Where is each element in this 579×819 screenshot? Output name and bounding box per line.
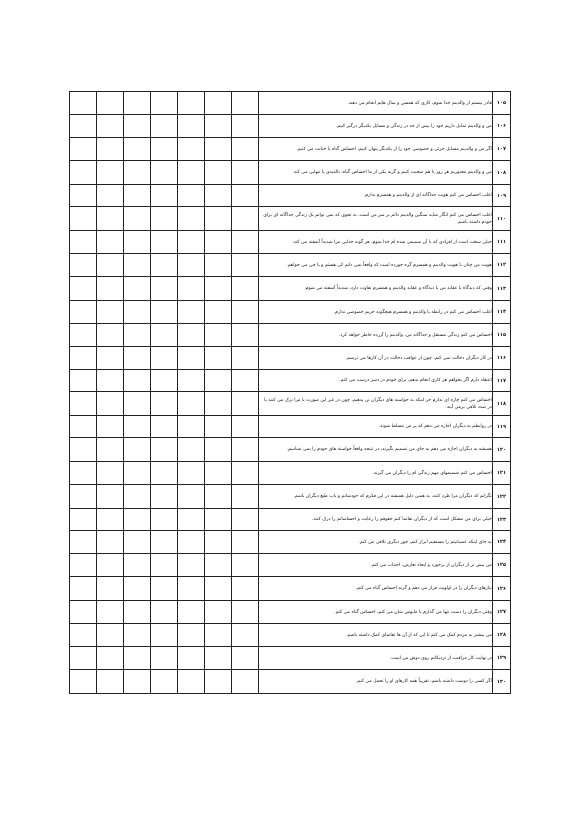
answer-cell[interactable] bbox=[70, 115, 97, 138]
item-number: ۱۱۰ bbox=[492, 207, 510, 231]
table-row bbox=[70, 392, 511, 416]
answer-cell[interactable] bbox=[124, 509, 151, 531]
answer-cell[interactable] bbox=[124, 392, 151, 416]
answer-cell[interactable] bbox=[70, 647, 97, 670]
table-row bbox=[70, 324, 511, 347]
answer-cell[interactable] bbox=[151, 301, 178, 324]
answer-cell[interactable] bbox=[97, 392, 124, 416]
item-number: ۱۲۵ bbox=[492, 554, 510, 577]
table-row bbox=[70, 92, 511, 115]
answer-cell[interactable] bbox=[232, 624, 259, 647]
table-row bbox=[70, 531, 511, 554]
answer-cell[interactable] bbox=[232, 301, 259, 324]
answer-cell[interactable] bbox=[70, 207, 97, 231]
item-text: نگرانم که دیگران مرا طرد کنند، به همین دلیل همیشه در این فکرم که خودشانم و باب طبع دیگران باشم. bbox=[259, 485, 493, 509]
answer-cell[interactable] bbox=[178, 370, 205, 392]
answer-cell[interactable] bbox=[70, 416, 97, 438]
table-row bbox=[70, 647, 511, 670]
answer-cell[interactable] bbox=[124, 138, 151, 161]
answer-cell[interactable] bbox=[178, 462, 205, 485]
answer-cell[interactable] bbox=[205, 624, 232, 647]
answer-cell[interactable] bbox=[232, 115, 259, 138]
answer-cell[interactable] bbox=[178, 485, 205, 509]
item-number: ۱۱۹ bbox=[492, 416, 510, 438]
answer-cell[interactable] bbox=[151, 485, 178, 509]
answer-cell[interactable] bbox=[97, 485, 124, 509]
answer-cell[interactable] bbox=[151, 509, 178, 531]
answer-cell[interactable] bbox=[232, 509, 259, 531]
answer-cell[interactable] bbox=[124, 277, 151, 301]
table-row bbox=[70, 485, 511, 509]
item-number: ۱۲۲ bbox=[492, 485, 510, 509]
questionnaire-body bbox=[70, 92, 511, 694]
answer-cell[interactable] bbox=[97, 624, 124, 647]
answer-cell[interactable] bbox=[97, 554, 124, 577]
answer-cell[interactable] bbox=[232, 485, 259, 509]
answer-cell[interactable] bbox=[205, 462, 232, 485]
answer-cell[interactable] bbox=[178, 254, 205, 277]
item-text: وقتی که دیدگاه یا عقاید من با دیدگاه و عقاید والدینم و همسرم تفاوت دارد، شدیداً آشفته می شوم. bbox=[259, 277, 493, 301]
item-text: اگر کسی را دوست داشته باشم، تقریباً همه کارهای او را تحمل می کنم. bbox=[259, 670, 493, 694]
table-row bbox=[70, 347, 511, 370]
answer-cell[interactable] bbox=[124, 438, 151, 462]
answer-cell[interactable] bbox=[151, 115, 178, 138]
item-number: ۱۰۷ bbox=[492, 138, 510, 161]
answer-cell[interactable] bbox=[70, 138, 97, 161]
answer-cell[interactable] bbox=[151, 670, 178, 694]
answer-cell[interactable] bbox=[97, 462, 124, 485]
item-text: به جای اینکه عصبانیتم را مستقیم ابراز کنم، جور دیگری تلافی می کنم. bbox=[259, 531, 493, 554]
answer-cell[interactable] bbox=[205, 324, 232, 347]
answer-cell[interactable] bbox=[205, 138, 232, 161]
answer-cell[interactable] bbox=[97, 347, 124, 370]
answer-cell[interactable] bbox=[151, 161, 178, 185]
item-text: همیشه به دیگران اجازه می دهم به جای من تصمیم بگیرند، در نتیجه واقعاً خواسته های خودم را نمی شناسم. bbox=[259, 438, 493, 462]
answer-cell[interactable] bbox=[97, 647, 124, 670]
item-text: در کار دیگران دخالت نمی کنم، چون از عواقب دخالت در آن کارها می ترسم. bbox=[259, 347, 493, 370]
answer-cell[interactable] bbox=[205, 531, 232, 554]
item-text: اغلب احساس می کنم در رابطه با والدینم و همسرم هیچگونه حریم خصوصی ندارم. bbox=[259, 301, 493, 324]
answer-cell[interactable] bbox=[124, 324, 151, 347]
answer-cell[interactable] bbox=[124, 554, 151, 577]
answer-cell[interactable] bbox=[70, 185, 97, 207]
item-number: ۱۲۷ bbox=[492, 601, 510, 624]
answer-cell[interactable] bbox=[151, 462, 178, 485]
answer-cell[interactable] bbox=[151, 531, 178, 554]
item-text: نیازهای دیگران را در اولویت قرار می دهم و گرنه احساس گناه می کنم. bbox=[259, 577, 493, 601]
answer-cell[interactable] bbox=[178, 624, 205, 647]
answer-cell[interactable] bbox=[70, 670, 97, 694]
answer-cell[interactable] bbox=[124, 231, 151, 254]
answer-cell[interactable] bbox=[205, 438, 232, 462]
answer-cell[interactable] bbox=[97, 370, 124, 392]
item-number: ۱۱۲ bbox=[492, 254, 510, 277]
answer-cell[interactable] bbox=[124, 115, 151, 138]
answer-cell[interactable] bbox=[178, 92, 205, 115]
answer-cell[interactable] bbox=[232, 438, 259, 462]
answer-cell[interactable] bbox=[232, 392, 259, 416]
answer-cell[interactable] bbox=[205, 185, 232, 207]
table-row bbox=[70, 138, 511, 161]
answer-cell[interactable] bbox=[178, 301, 205, 324]
answer-cell[interactable] bbox=[232, 185, 259, 207]
answer-cell[interactable] bbox=[151, 392, 178, 416]
answer-cell[interactable] bbox=[124, 531, 151, 554]
answer-cell[interactable] bbox=[205, 554, 232, 577]
answer-cell[interactable] bbox=[151, 577, 178, 601]
table-row bbox=[70, 601, 511, 624]
answer-cell[interactable] bbox=[70, 554, 97, 577]
answer-cell[interactable] bbox=[70, 624, 97, 647]
item-text: اگر من و والدینم مسایل جزئی و خصوصی خود را از یکدیگر پنهان کنیم، احساس گناه یا خیانت می کنیم. bbox=[259, 138, 493, 161]
answer-cell[interactable] bbox=[151, 277, 178, 301]
item-number: ۱۳۰ bbox=[492, 670, 510, 694]
answer-cell[interactable] bbox=[97, 115, 124, 138]
answer-cell[interactable] bbox=[97, 416, 124, 438]
answer-cell[interactable] bbox=[124, 601, 151, 624]
answer-cell[interactable] bbox=[124, 254, 151, 277]
table-row bbox=[70, 370, 511, 392]
answer-cell[interactable] bbox=[97, 531, 124, 554]
item-text: من بیشتر به مردم کمک می کنم تا این که از آن ها تقاضای کمک داشته باشم. bbox=[259, 624, 493, 647]
answer-cell[interactable] bbox=[97, 509, 124, 531]
item-number: ۱۲۳ bbox=[492, 509, 510, 531]
item-text: اغلب احساس می کنم هویت جداگانه ای از والدینم و همسرم ندارم. bbox=[259, 185, 493, 207]
answer-cell[interactable] bbox=[232, 462, 259, 485]
answer-cell[interactable] bbox=[124, 92, 151, 115]
answer-cell[interactable] bbox=[97, 438, 124, 462]
table-row bbox=[70, 231, 511, 254]
answer-cell[interactable] bbox=[70, 438, 97, 462]
answer-cell[interactable] bbox=[70, 462, 97, 485]
answer-cell[interactable] bbox=[97, 207, 124, 231]
answer-cell[interactable] bbox=[178, 601, 205, 624]
table-row bbox=[70, 462, 511, 485]
answer-cell[interactable] bbox=[124, 416, 151, 438]
item-number: ۱۰۵ bbox=[492, 92, 510, 115]
answer-cell[interactable] bbox=[124, 370, 151, 392]
answer-cell[interactable] bbox=[232, 670, 259, 694]
answer-cell[interactable] bbox=[70, 577, 97, 601]
answer-cell[interactable] bbox=[232, 324, 259, 347]
table-row bbox=[70, 670, 511, 694]
answer-cell[interactable] bbox=[232, 277, 259, 301]
table-row bbox=[70, 416, 511, 438]
answer-cell[interactable] bbox=[124, 207, 151, 231]
answer-cell[interactable] bbox=[151, 207, 178, 231]
item-number: ۱۲۹ bbox=[492, 647, 510, 670]
item-text: وقتی دیگران را دست تنها می گذارم یا مایوس شان می کنم، احساس گناه می کنم. bbox=[259, 601, 493, 624]
answer-cell[interactable] bbox=[70, 509, 97, 531]
answer-cell[interactable] bbox=[70, 370, 97, 392]
answer-cell[interactable] bbox=[70, 254, 97, 277]
answer-cell[interactable] bbox=[151, 416, 178, 438]
table-row bbox=[70, 115, 511, 138]
answer-cell[interactable] bbox=[124, 347, 151, 370]
answer-cell[interactable] bbox=[232, 207, 259, 231]
answer-cell[interactable] bbox=[232, 254, 259, 277]
answer-cell[interactable] bbox=[97, 92, 124, 115]
answer-cell[interactable] bbox=[178, 531, 205, 554]
item-text: احساس می کنم زندگی مستقل و جداگانه من، والدینم را آزرده خاطر خواهد کرد. bbox=[259, 324, 493, 347]
answer-cell[interactable] bbox=[205, 254, 232, 277]
item-number: ۱۱۳ bbox=[492, 277, 510, 301]
item-text: خیلی سخت است از افرادی که با آن صمیمی شده ام جدا شوم، هر گونه جدایی مرا شدیداً آشفته می کند. bbox=[259, 231, 493, 254]
answer-cell[interactable] bbox=[97, 301, 124, 324]
answer-cell[interactable] bbox=[70, 231, 97, 254]
item-text: در نهایت کار مراقبت از نزدیکانم روی دوش من است. bbox=[259, 647, 493, 670]
answer-cell[interactable] bbox=[151, 138, 178, 161]
item-text: من و والدینم تمایل داریم خود را بیش از حد در زندگی و مسایل یکدیگر درگیر کنیم. bbox=[259, 115, 493, 138]
answer-cell[interactable] bbox=[205, 370, 232, 392]
answer-cell[interactable] bbox=[97, 324, 124, 347]
answer-cell[interactable] bbox=[205, 277, 232, 301]
answer-cell[interactable] bbox=[178, 416, 205, 438]
answer-cell[interactable] bbox=[151, 554, 178, 577]
answer-cell[interactable] bbox=[97, 277, 124, 301]
answer-cell[interactable] bbox=[232, 647, 259, 670]
table-row bbox=[70, 554, 511, 577]
answer-cell[interactable] bbox=[232, 347, 259, 370]
answer-cell[interactable] bbox=[205, 207, 232, 231]
item-number: ۱۲۴ bbox=[492, 531, 510, 554]
answer-cell[interactable] bbox=[178, 647, 205, 670]
answer-cell[interactable] bbox=[232, 231, 259, 254]
answer-cell[interactable] bbox=[124, 185, 151, 207]
answer-cell[interactable] bbox=[178, 392, 205, 416]
answer-cell[interactable] bbox=[70, 531, 97, 554]
answer-cell[interactable] bbox=[205, 485, 232, 509]
table-row bbox=[70, 624, 511, 647]
answer-cell[interactable] bbox=[205, 115, 232, 138]
answer-cell[interactable] bbox=[205, 416, 232, 438]
answer-cell[interactable] bbox=[232, 601, 259, 624]
answer-cell[interactable] bbox=[178, 185, 205, 207]
item-text: در روابطم به دیگران اجازه می دهم که بر من مسلط شوند. bbox=[259, 416, 493, 438]
table-row bbox=[70, 161, 511, 185]
answer-cell[interactable] bbox=[232, 554, 259, 577]
item-text: احساس می کنم تصمیمهای مهم زندگی ام را دیگران می گیرند. bbox=[259, 462, 493, 485]
answer-cell[interactable] bbox=[178, 670, 205, 694]
answer-cell[interactable] bbox=[70, 161, 97, 185]
item-number: ۱۰۶ bbox=[492, 115, 510, 138]
item-number: ۱۱۱ bbox=[492, 231, 510, 254]
answer-cell[interactable] bbox=[151, 370, 178, 392]
item-number: ۱۱۶ bbox=[492, 347, 510, 370]
questionnaire-table bbox=[69, 91, 511, 694]
answer-cell[interactable] bbox=[97, 185, 124, 207]
answer-cell[interactable] bbox=[205, 647, 232, 670]
answer-cell[interactable] bbox=[70, 92, 97, 115]
answer-cell[interactable] bbox=[151, 185, 178, 207]
table-row bbox=[70, 438, 511, 462]
answer-cell[interactable] bbox=[97, 161, 124, 185]
answer-cell[interactable] bbox=[205, 347, 232, 370]
item-number: ۱۲۶ bbox=[492, 577, 510, 601]
item-number: ۱۲۱ bbox=[492, 462, 510, 485]
answer-cell[interactable] bbox=[70, 485, 97, 509]
item-number: ۱۱۸ bbox=[492, 392, 510, 416]
answer-cell[interactable] bbox=[178, 231, 205, 254]
answer-cell[interactable] bbox=[70, 301, 97, 324]
answer-cell[interactable] bbox=[205, 392, 232, 416]
answer-cell[interactable] bbox=[124, 577, 151, 601]
answer-cell[interactable] bbox=[205, 161, 232, 185]
item-text: قادر نیستم از والدینم جدا شوم، کاری که همسن و سال هایم انجام می دهند. bbox=[259, 92, 493, 115]
answer-cell[interactable] bbox=[178, 277, 205, 301]
answer-cell[interactable] bbox=[178, 115, 205, 138]
answer-cell[interactable] bbox=[178, 509, 205, 531]
item-number: ۱۱۷ bbox=[492, 370, 510, 392]
answer-cell[interactable] bbox=[97, 254, 124, 277]
answer-cell[interactable] bbox=[151, 324, 178, 347]
answer-cell[interactable] bbox=[178, 324, 205, 347]
table-row bbox=[70, 207, 511, 231]
table-row bbox=[70, 277, 511, 301]
table-row bbox=[70, 185, 511, 207]
answer-cell[interactable] bbox=[178, 438, 205, 462]
item-text: احساس می کنم چاره ای ندارم جز اینکه به خواسته های دیگران تن بدهیم، چون در غیر این صورت یا مرا ترک می کنند یا در صدد تلافی برمی آیند. bbox=[259, 392, 493, 416]
item-text: من و والدینم مجبوریم هر روز یا هم صحبت کنیم و گرنه یکی از ما احساس گناه، ناامیدی یا تنهایی می کند. bbox=[259, 161, 493, 185]
answer-cell[interactable] bbox=[205, 601, 232, 624]
answer-cell[interactable] bbox=[151, 254, 178, 277]
answer-cell[interactable] bbox=[70, 277, 97, 301]
answer-cell[interactable] bbox=[232, 531, 259, 554]
answer-cell[interactable] bbox=[151, 231, 178, 254]
answer-cell[interactable] bbox=[151, 601, 178, 624]
answer-cell[interactable] bbox=[178, 347, 205, 370]
answer-cell[interactable] bbox=[232, 161, 259, 185]
item-number: ۱۱۴ bbox=[492, 301, 510, 324]
answer-cell[interactable] bbox=[232, 138, 259, 161]
item-number: ۱۰۹ bbox=[492, 185, 510, 207]
answer-cell[interactable] bbox=[97, 601, 124, 624]
answer-cell[interactable] bbox=[70, 601, 97, 624]
answer-cell[interactable] bbox=[124, 624, 151, 647]
item-text: هویت من چنان با هویت والدینم و همسرم گره خورده است که واقعاً نمی دانم کی هستم و یا چی می خواهم. bbox=[259, 254, 493, 277]
answer-cell[interactable] bbox=[151, 438, 178, 462]
answer-cell[interactable] bbox=[178, 554, 205, 577]
item-number: ۱۲۰ bbox=[492, 438, 510, 462]
answer-cell[interactable] bbox=[124, 301, 151, 324]
answer-cell[interactable] bbox=[178, 577, 205, 601]
answer-cell[interactable] bbox=[205, 670, 232, 694]
item-text: من بیش تر از دیگران از برخورد و ایجاد تعارض، اجتناب می کنم. bbox=[259, 554, 493, 577]
answer-cell[interactable] bbox=[205, 301, 232, 324]
answer-cell[interactable] bbox=[97, 577, 124, 601]
table-row bbox=[70, 577, 511, 601]
answer-cell[interactable] bbox=[70, 347, 97, 370]
answer-cell[interactable] bbox=[151, 347, 178, 370]
answer-cell[interactable] bbox=[151, 624, 178, 647]
answer-cell[interactable] bbox=[151, 92, 178, 115]
answer-cell[interactable] bbox=[124, 647, 151, 670]
item-text: خیلی برای من مشکل است که از دیگران تقاضا کنم حقوقم را رعایت و احساساتم را درک کنند. bbox=[259, 509, 493, 531]
answer-cell[interactable] bbox=[124, 161, 151, 185]
answer-cell[interactable] bbox=[205, 231, 232, 254]
item-number: ۱۱۵ bbox=[492, 324, 510, 347]
answer-cell[interactable] bbox=[70, 392, 97, 416]
answer-cell[interactable] bbox=[232, 370, 259, 392]
table-row bbox=[70, 301, 511, 324]
answer-cell[interactable] bbox=[232, 92, 259, 115]
answer-cell[interactable] bbox=[70, 324, 97, 347]
answer-cell[interactable] bbox=[124, 485, 151, 509]
answer-cell[interactable] bbox=[178, 207, 205, 231]
answer-cell[interactable] bbox=[97, 670, 124, 694]
answer-cell[interactable] bbox=[124, 462, 151, 485]
item-text: اعتقاد دارم اگر بخواهم هر کاری انجام بدهم، برای خودم در دسر درست می کنم. bbox=[259, 370, 493, 392]
answer-cell[interactable] bbox=[124, 670, 151, 694]
item-text: اغلب احساس می کنم انگار سایه سنگین والدینم دائم بر سر من است، به نحوی که نمی توانم یک زندگی جداگانه ای برای خودم داشته باشم. bbox=[259, 207, 493, 231]
answer-cell[interactable] bbox=[232, 577, 259, 601]
answer-cell[interactable] bbox=[97, 231, 124, 254]
answer-cell[interactable] bbox=[178, 161, 205, 185]
item-number: ۱۰۸ bbox=[492, 161, 510, 185]
item-number: ۱۲۸ bbox=[492, 624, 510, 647]
answer-cell[interactable] bbox=[205, 92, 232, 115]
answer-cell[interactable] bbox=[205, 577, 232, 601]
answer-cell[interactable] bbox=[151, 647, 178, 670]
answer-cell[interactable] bbox=[178, 138, 205, 161]
answer-cell[interactable] bbox=[97, 138, 124, 161]
answer-cell[interactable] bbox=[232, 416, 259, 438]
table-row bbox=[70, 254, 511, 277]
answer-cell[interactable] bbox=[205, 509, 232, 531]
table-row bbox=[70, 509, 511, 531]
